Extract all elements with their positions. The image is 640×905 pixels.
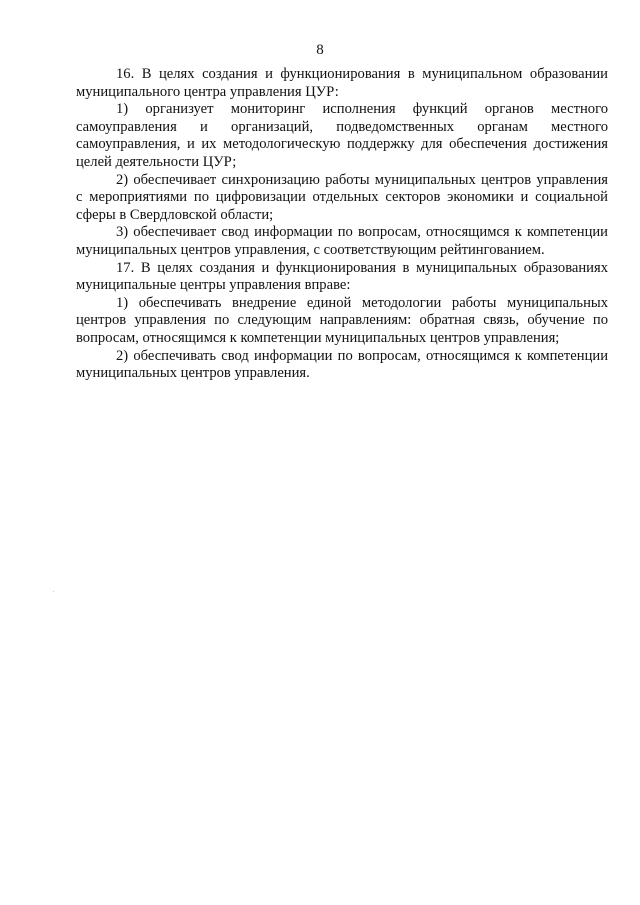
clause-16-item-3: 3) обеспечивает свод информации по вопросам, относящимся к компетенции муниципальных центров управления, с соответствующим рейтингованием.	[76, 224, 608, 258]
clause-16-item-2: 2) обеспечивает синхронизацию работы муниципальных центров управления с мероприятиями по цифровизации отдельных секторов экономики и социальной сферы в Свердловской области;	[76, 171, 608, 223]
clause-17: 17. В целях создания и функционирования в муниципальных образованиях муниципальные центры управления вправе:	[76, 259, 608, 294]
page-number: 8	[316, 42, 324, 58]
document-body	[76, 66, 608, 383]
clause-16-item-1: 1) организует мониторинг исполнения функций органов местного самоуправления и организаций, подведомственных органам местного самоуправления, и их методологическую поддержку для обеспечения достижения целей деятельности ЦУР;	[76, 101, 608, 170]
clause-17-item-1: 1) обеспечивать внедрение единой методологии работы муниципальных центров управления по следующим направлениям: обратная связь, обучение по вопросам, относящимся к компетенции муниципальных центров управления;	[76, 294, 608, 346]
clause-16: 16. В целях создания и функционирования в муниципальном образовании муниципального центра управления ЦУР:	[76, 66, 608, 100]
clause-17-item-2: 2) обеспечивать свод информации по вопросам, относящимся к компетенции муниципальных центров управления.	[76, 347, 608, 382]
scan-speck	[53, 591, 54, 592]
